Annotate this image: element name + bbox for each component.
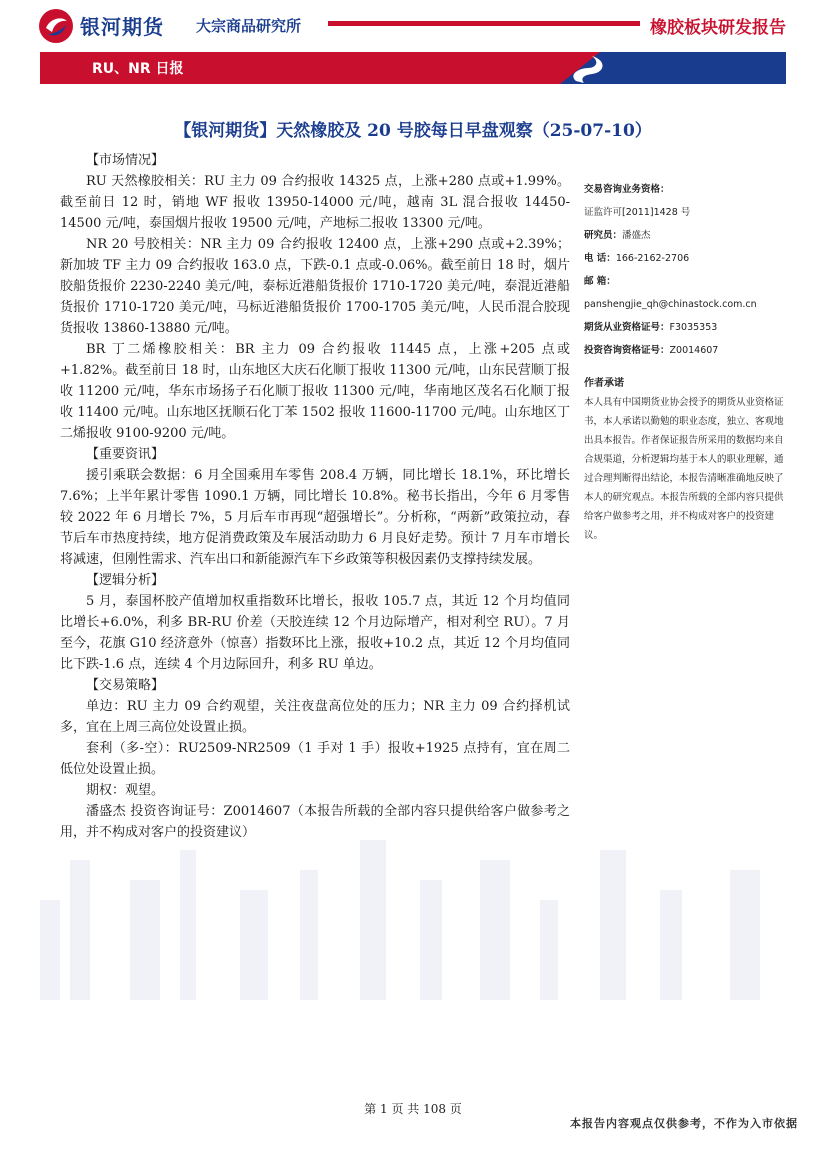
paragraph-br: BR 丁二烯橡胶相关：BR 主力 09 合约报收 11445 点，上涨+205 点或+1.82%。截至前日 18 时，山东地区大庆石化顺丁报收 11300 元/吨，山东民营顺丁报收 11200 元/吨，华东市场扬子石化顺丁报收 11300 元/吨，华南地区茂名石化顺丁报收 11400 元/吨。山东地区抚顺石化丁苯 1502 报收 11600-11700 元/吨。山东地区丁二烯报收 9100-9200 元/吨。 — [60, 342, 570, 441]
email-label: 邮 箱： — [584, 276, 616, 287]
researcher-label: 研究员： — [584, 230, 623, 241]
institute-name: 大宗商品研究所 — [196, 17, 302, 35]
researcher-name: 潘盛杰 — [622, 230, 651, 241]
invest-cert: Z0014607 — [669, 345, 719, 356]
report-body — [60, 150, 570, 843]
section-heading-strategy: 【交易策略】 — [86, 678, 165, 693]
paragraph-logic: 5 月，泰国杯胶产值增加权重指数环比增长，报收 105.7 点，其近 12 个月均值同比增长+6.0%，利多 BR-RU 价差（天胶连续 12 个月边际增产，相对利空 RU）。7 月至今，花旗 G10 经济意外（惊喜）指数环比上涨，报收+10.2 点，其近 12 个月均值同比下跌-1.6 点，连续 4 个月边际回升，利多 RU 单边。 — [60, 594, 570, 672]
analyst-info — [584, 178, 784, 362]
futures-cert-label: 期货从业资格证号： — [584, 322, 670, 333]
brand-name: 银河期货 — [80, 15, 164, 39]
section-heading-logic: 【逻辑分析】 — [86, 573, 165, 588]
paragraph-ru: RU 天然橡胶相关：RU 主力 09 合约报收 14325 点，上涨+280 点或+1.99%。截至前日 12 时，销地 WF 报收 13950-14000 元/吨，越南 3L 混合报收 14450-14500 元/吨，泰国烟片报收 19500 元/吨，产地标二报收 13300 元/吨。 — [60, 174, 570, 231]
phone-label: 电 话： — [584, 253, 616, 264]
report-type: 橡胶板块研发报告 — [650, 18, 786, 38]
paragraph-option: 期权：观望。 — [86, 783, 165, 798]
report-title: 【银河期货】天然橡胶及 20 号胶每日早盘观察（25-07-10） — [174, 121, 652, 141]
paragraph-news: 援引乘联会数据：6 月全国乘用车零售 208.4 万辆，同比增长 18.1%，环比增长 7.6%；上半年累计零售 1090.1 万辆，同比增长 10.8%。秘书长指出，今年 6 月零售较 2022 年 6 月增长 7%，5 月后车市再现“超强增长”。分析称，“两新”政策拉动，春节后车市热度持续，地方促消费政策及车展活动助力 6 月良好走势。预计 7 月车市增长将减速，但刚性需求、汽车出口和新能源汽车下乡政策等积极因素仍支撑持续发展。 — [60, 468, 570, 567]
futures-cert: F3035353 — [669, 322, 718, 333]
footer-disclaimer: 本报告内容观点仅供参考，不作为入市依据 — [570, 1117, 798, 1130]
email-address[interactable]: panshengjie_qh@chinastock.com.cn — [584, 299, 757, 310]
commitment-heading: 作者承诺 — [584, 378, 624, 389]
paragraph-single: 单边：RU 主力 09 合约观望，关注夜盘高位处的压力；NR 主力 09 合约择机试多，宜在上周三高位处设置止损。 — [60, 699, 570, 735]
paragraph-nr: NR 20 号胶相关：NR 主力 09 合约报收 12400 点，上涨+290 点或+2.39%；新加坡 TF 主力 09 合约报收 163.0 点，下跌-0.1 点或-0.06%。截至前日 18 时，烟片胶船货报价 2230-2240 美元/吨，泰标近港船货报价 1710-1720 美元/吨，泰混近港船货报价 1710-1720 美元/吨，马标近港船货报价 1700-1705 美元/吨，人民币混合胶现货报收 13860-13880 元/吨。 — [60, 237, 570, 336]
qualification-label: 交易咨询业务资格： — [584, 184, 670, 195]
page-number: 第 1 页 共 108 页 — [364, 1102, 462, 1116]
license-number: 证监许可[2011]1428 号 — [584, 207, 691, 218]
banner-title: RU、NR 日报 — [92, 61, 184, 77]
paragraph-arbitrage: 套利（多-空）：RU2509-NR2509（1 手对 1 手）报收+1925 点持有，宜在周二低位处设置止损。 — [60, 741, 570, 777]
brand-logo-icon — [38, 8, 74, 44]
header-rule — [328, 21, 640, 26]
paragraph-disclaimer: 潘盛杰 投资咨询证号：Z0014607（本报告所载的全部内容只提供给客户做参考之用，并不构成对客户的投资建议） — [60, 804, 570, 840]
phone-number: 166-2162-2706 — [615, 253, 690, 264]
watermark-graphic — [40, 840, 780, 1000]
invest-cert-label: 投资咨询资格证号： — [584, 345, 670, 356]
section-heading-market: 【市场情况】 — [86, 153, 165, 168]
commitment-text: 本人具有中国期货业协会授予的期货从业资格证书，本人承诺以勤勉的职业态度，独立、客观地出具本报告。作者保证报告所采用的数据均来自合规渠道，分析逻辑均基于本人的职业理解，通过合理判断得出结论，本报告清晰准确地反映了本人的研究观点。本报告所载的全部内容只提供给客户做参考之用，并不构成对客户的投资建议。 — [584, 397, 784, 541]
section-heading-news: 【重要资讯】 — [86, 447, 165, 462]
